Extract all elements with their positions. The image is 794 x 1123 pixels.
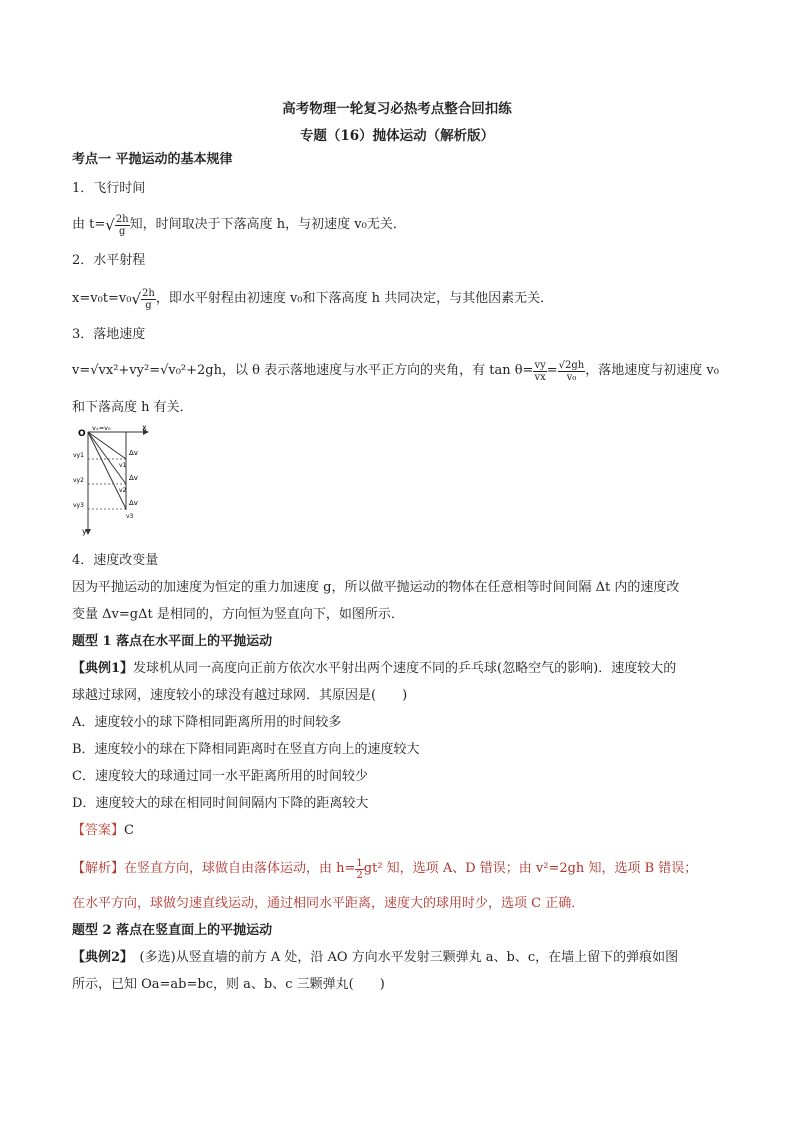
delta-v-label: Δv bbox=[129, 474, 138, 482]
fraction bbox=[355, 858, 363, 881]
formula-text: ，即水平射程由初速度 v₀和下落高度 h 共同决定，与其他因素无关． bbox=[155, 291, 554, 306]
type-heading: 题型 1 落点在水平面上的平抛运动 bbox=[72, 634, 273, 649]
formula-text: 知，时间取决于下落高度 h，与初速度 v₀无关． bbox=[129, 217, 406, 232]
example-tag: 【典例1】 bbox=[72, 661, 134, 676]
analysis-text: 在竖直方向，球做自由落体运动，由 h= bbox=[124, 861, 356, 876]
formula-text: ，落地速度与初速度 v₀ bbox=[585, 363, 719, 378]
fraction bbox=[141, 288, 156, 311]
velocity-vector-2 bbox=[88, 432, 126, 484]
fraction-numerator: 2h bbox=[115, 213, 129, 225]
fraction-denominator: v₀ bbox=[566, 371, 577, 383]
fraction-denominator: g bbox=[119, 225, 126, 237]
paragraph-line: 变量 Δv=gΔt 是相同的，方向恒为竖直向下，如图所示． bbox=[72, 607, 404, 622]
velocity-vector-1 bbox=[88, 432, 126, 459]
item-title: 2．水平射程 bbox=[72, 253, 146, 268]
item-title: 1．飞行时间 bbox=[72, 181, 146, 196]
y-axis-label: y bbox=[82, 527, 87, 536]
delta-v-label: Δv bbox=[129, 449, 138, 457]
answer-tag: 【答案】 bbox=[72, 823, 125, 838]
fraction-numerator: 1 bbox=[356, 857, 363, 869]
sqrt-icon: √ bbox=[105, 216, 115, 234]
velocity-diagram bbox=[70, 422, 160, 540]
formula-line bbox=[72, 282, 553, 316]
example-line: 球越过球网，速度较小的球没有越过球网．其原因是( ) bbox=[72, 688, 408, 703]
formula-line bbox=[72, 208, 406, 242]
fraction-numerator: √2gh bbox=[558, 359, 585, 371]
fraction bbox=[533, 360, 546, 383]
delta-v-label: Δv bbox=[129, 499, 138, 507]
origin-label: O bbox=[78, 429, 86, 439]
type-heading: 题型 2 落点在竖直面上的平抛运动 bbox=[72, 923, 273, 938]
v-label: v2 bbox=[119, 487, 127, 494]
item-title: 3．落地速度 bbox=[72, 327, 146, 342]
fraction bbox=[115, 214, 130, 237]
fraction-denominator: vx bbox=[534, 371, 546, 383]
example-tag: 【典例2】 bbox=[72, 950, 127, 965]
formula-text: 由 t= bbox=[72, 217, 106, 232]
example-line bbox=[72, 661, 676, 677]
example-text: 发球机从同一高度向正前方依次水平射出两个速度不同的乒乓球(忽略空气的影响)．速度较大的 bbox=[133, 661, 677, 676]
analysis-text: gt² 知，选项 A、D 错误；由 v²=2gh 知，选项 B 错误； bbox=[363, 861, 698, 876]
example-line bbox=[72, 950, 678, 966]
vy-label: vy3 bbox=[73, 502, 84, 509]
top-label: vₓ=v₀ bbox=[92, 424, 111, 432]
fraction-numerator: 2h bbox=[142, 287, 155, 299]
item-title: 4．速度改变量 bbox=[72, 553, 159, 568]
option-d: D．速度较大的球在相同时间间隔内下降的距离较大 bbox=[72, 796, 369, 811]
option-a: A．速度较小的球下降相同距离所用的时间较多 bbox=[72, 715, 342, 730]
example-line: 所示，已知 Oa=ab=bc，则 a、b、c 三颗弹丸( ) bbox=[72, 977, 385, 992]
paragraph-line: 因为平抛运动的加速度为恒定的重力加速度 g，所以做平抛运动的物体在任意相等时间间隔 Δt 内的速度改 bbox=[72, 580, 680, 595]
vy-label: vy1 bbox=[73, 452, 84, 459]
velocity-vector-3 bbox=[88, 432, 126, 509]
paragraph-line: 和下落高度 h 有关． bbox=[72, 400, 193, 415]
answer-value: C bbox=[124, 823, 134, 838]
sqrt-icon: √ bbox=[131, 290, 142, 308]
option-c: C．速度较大的球通过同一水平距离所用的时间较少 bbox=[72, 769, 368, 784]
fraction bbox=[558, 360, 586, 383]
section-heading: 考点一 平抛运动的基本规律 bbox=[72, 152, 233, 167]
vy-label: vy2 bbox=[73, 477, 84, 484]
fraction-numerator: vy bbox=[534, 359, 546, 371]
analysis-line bbox=[72, 852, 697, 886]
option-b: B．速度较小的球在下降相同距离时在竖直方向上的速度较大 bbox=[72, 742, 420, 757]
formula-text: x=v₀t=v₀ bbox=[72, 291, 132, 306]
v-label: v3 bbox=[126, 513, 134, 520]
formula-line bbox=[72, 354, 719, 388]
analysis-tag: 【解析】 bbox=[72, 861, 125, 876]
x-axis-label: x bbox=[142, 423, 147, 432]
fraction-denominator: 2 bbox=[356, 869, 363, 881]
example-text: (多选)从竖直墙的前方 A 处，沿 AO 方向水平发射三颗弹丸 a、b、c，在墙上留下的弹痕如图 bbox=[126, 950, 679, 965]
fraction-denominator: g bbox=[145, 299, 152, 311]
doc-subtitle: 专题（16）抛体运动（解析版） bbox=[299, 128, 495, 144]
formula-text: v=√vx²+vy²=√v₀²+2gh，以 θ 表示落地速度与水平正方向的夹角，有 tan θ= bbox=[72, 363, 534, 378]
v-label: v1 bbox=[119, 462, 127, 469]
formula-text: = bbox=[546, 363, 558, 378]
answer-line bbox=[72, 823, 134, 839]
doc-title: 高考物理一轮复习必热考点整合回扣练 bbox=[282, 101, 512, 117]
analysis-line: 在水平方向，球做匀速直线运动，通过相同水平距离，速度大的球用时少，选项 C 正确． bbox=[72, 896, 585, 911]
